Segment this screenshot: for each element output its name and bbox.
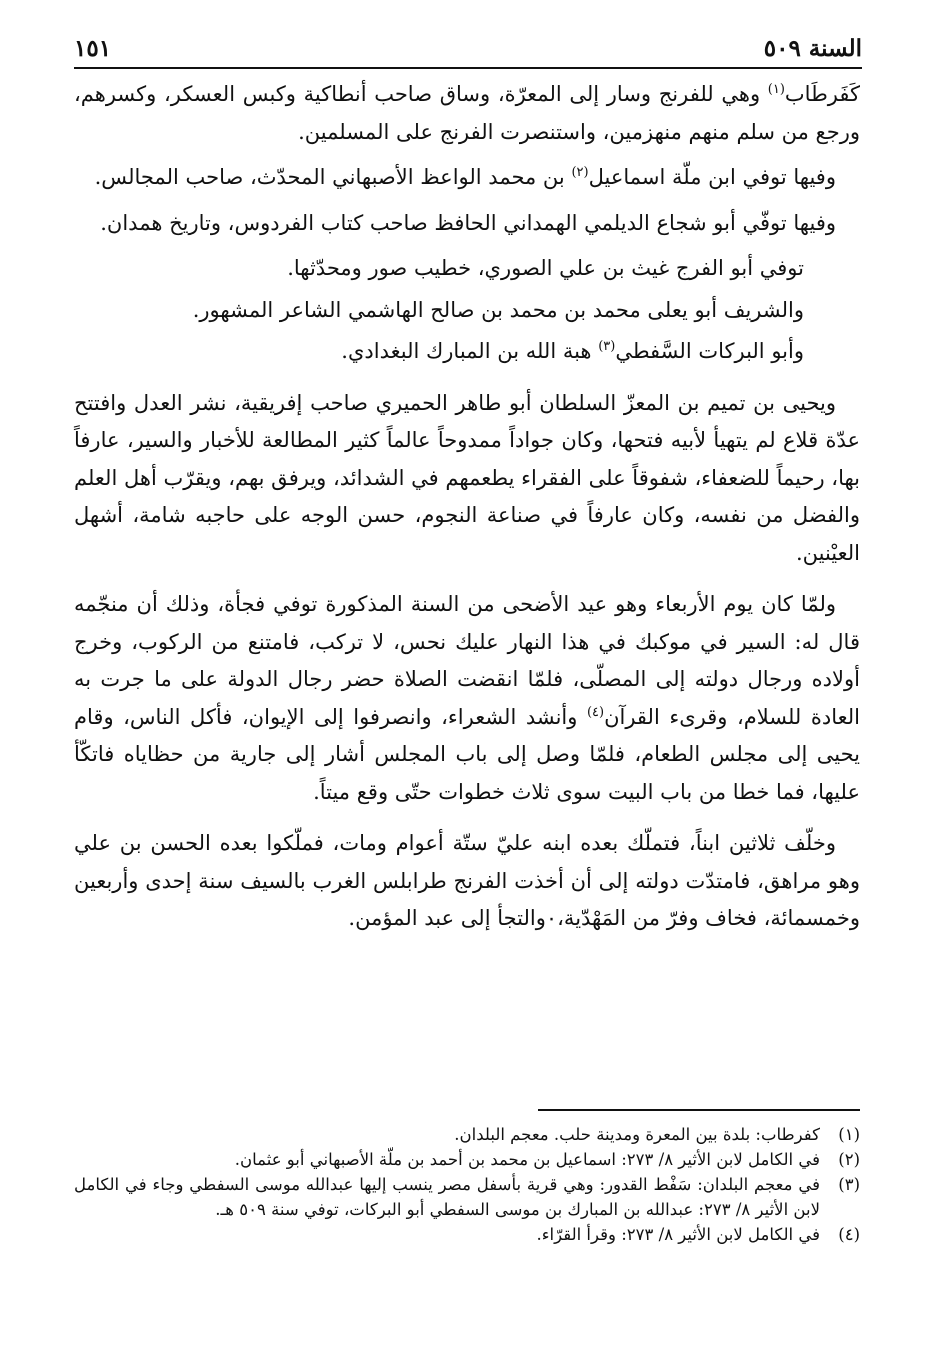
running-title: السنة ٥٠٩	[763, 35, 862, 62]
footnote	[74, 1222, 860, 1247]
footnote-number: (٢)	[838, 1150, 860, 1169]
footnote-ref: (٣)	[598, 339, 616, 354]
footnote-number: (٤)	[838, 1225, 860, 1244]
paragraph: كَفَرطَاب$^{(١)}$ وهي للفرنج وسار إلى المعرّة، وساق صاحب أنطاكية وكبس العسكر، وكسرهم، ورجع من سلم منهم منهزمين، واستنصرت الفرنج على المسلمين.	[74, 82, 860, 144]
obituary-line: وأبو البركات السَّفطي$^{(٣)}$ هبة الله بن المبارك البغدادي.	[341, 339, 804, 363]
footnote-number: (١)	[838, 1125, 860, 1144]
obituary-line: والشريف أبو يعلى محمد بن محمد بن صالح الهاشمي الشاعر المشهور.	[192, 297, 804, 322]
paragraph: ولمّا كان يوم الأربعاء وهو عيد الأضحى من السنة المذكورة توفي فجأة، وذلك أن منجّمه قال له: السير في موكبك في هذا النهار عليك نحس، لا تركب، فامتنع من الركوب، وخرج أولاده ورجال دولته إلى المصلّى، فلمّا انقضت الصلاة حضر رجال الدولة على ما جرت به العادة للسلام، وقرىء القرآن$^{(٤)}$ وأنشد الشعراء، وانصرفوا إلى الإيوان، فأكل الناس، وقام يحيى إلى مجلس الطعام، فلمّا وصل إلى باب المجلس أشار إلى جارية من حظاياه فاتكّأ عليها، فما خطا من باب البيت سوى ثلاث خطوات حتّى وقع ميتاً.	[74, 592, 860, 804]
footnote-rule	[538, 1109, 860, 1111]
footnote-text: في الكامل لابن الأثير ٨/ ٢٧٣: وقرأ القرّاء.	[536, 1225, 820, 1244]
footnote-ref: (٢)	[571, 165, 589, 180]
footnote-text: في الكامل لابن الأثير ٨/ ٢٧٣: اسماعيل بن محمد بن أحمد بن ملّة الأصبهاني أبو عثمان.	[234, 1150, 820, 1169]
page-header	[74, 30, 862, 64]
footnote	[74, 1147, 860, 1172]
paragraph: ويحيى بن تميم بن المعزّ السلطان أبو طاهر الحميري صاحب إفريقية، نشر العدل وافتتح عدّة قلاع لم يتهيأ لأبيه فتحها، وكان جواداً ممدوحاً عالماً كثير المطالعة للأخبار والسير، عارفاً بها، رحيماً للضعفاء، شفوقاً على الفقراء يطعمهم في الشدائد، ويرفق بهم، ويقرّب أهل العلم والفضل من نفسه، وكان عارفاً في صناعة النجوم، حسن الوجه على حاجبه شامة، أشهل العيْنين.	[74, 390, 860, 565]
paragraph: وخلّف ثلاثين ابناً، فتملّك بعده ابنه عليّ ستّة أعوام ومات، فملّكوا بعده الحسن بن علي وهو مراهق، فامتدّت دولته إلى أن أخذت الفرنج طرابلس الغرب بالسيف سنة إحدى وأربعين وخمسمائة، فخاف وفرّ من المَهْدّية،٠والتجأ إلى عبد المؤمن.	[74, 831, 860, 930]
paragraph: وفيها توفي ابن ملّة اسماعيل$^{(٢)}$ بن محمد الواعظ الأصبهاني المحدّث، صاحب المجالس.	[94, 165, 836, 189]
header-rule	[74, 67, 862, 69]
footnote	[74, 1122, 860, 1147]
footnote-ref: (٤)	[586, 704, 605, 720]
obituary-line: توفي أبو الفرج غيث بن علي الصوري، خطيب صور ومحدّثها.	[287, 256, 804, 280]
footnote-number: (٣)	[838, 1175, 860, 1194]
footnote-text: كفرطاب: بلدة بين المعرة ومدينة حلب. معجم البلدان.	[454, 1125, 820, 1144]
main-text	[74, 76, 860, 946]
footnote-ref: (١)	[767, 82, 785, 97]
footnote-text: في معجم البلدان: سَفْط القدور: وهي قرية بأسفل مصر ينسب إليها عبدالله موسى السفطي وجاء في الكامل لابن الأثير ٨/ ٢٧٣: عبدالله بن المبارك بن موسى السفطي أبو البركات، توفي سنة ٥٠٩ هـ.	[74, 1175, 820, 1219]
footnote	[74, 1172, 860, 1222]
footnotes	[74, 1122, 860, 1247]
paragraph: وفيها توفّي أبو شجاع الديلمي الهمداني الحافظ صاحب كتاب الفردوس، وتاريخ همدان.	[100, 210, 836, 235]
page-number: ١٥١	[74, 35, 112, 62]
